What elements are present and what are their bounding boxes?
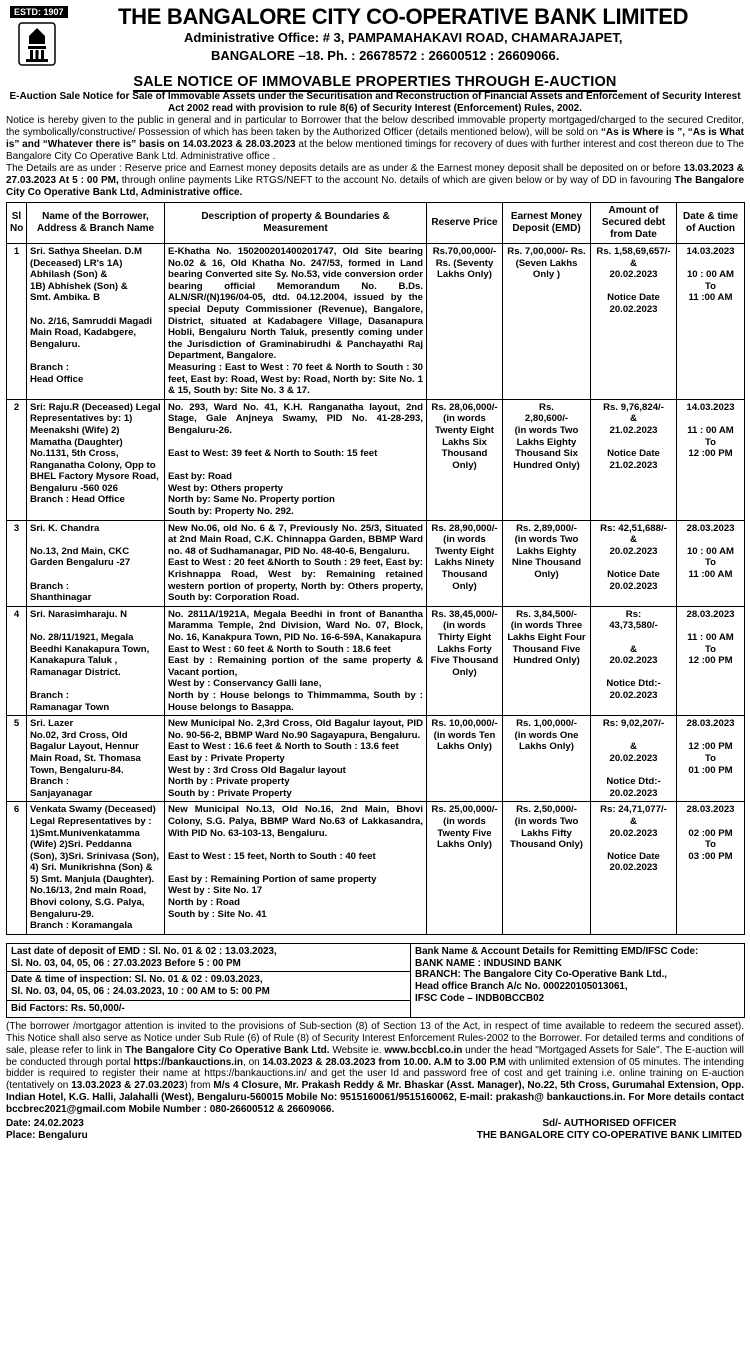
property-table xyxy=(6,202,745,935)
notice-place: Place: Bengaluru xyxy=(6,1130,88,1142)
notice-title: SALE NOTICE OF IMMOVABLE PROPERTIES THROUGH E-AUCTION xyxy=(133,74,617,90)
cell-auction: 28.03.2023 12 :00 PM To 01 :00 PM xyxy=(677,716,745,802)
column-header: Amount of Secured debt from Date xyxy=(591,203,677,244)
cell-auction: 28.03.2023 02 :00 PM To 03 :00 PM xyxy=(677,802,745,935)
cell-auction: 14.03.2023 11 : 00 AM To 12 :00 PM xyxy=(677,399,745,520)
address-line-1: Administrative Office: # 3, PAMPAMAHAKAVI ROAD, CHAMARAJAPET, xyxy=(184,30,623,45)
table-row xyxy=(7,244,745,400)
signatory-bank: THE BANGALORE CITY CO-OPERATIVE BANK LIMITED xyxy=(476,1130,742,1142)
emd-last-date: Last date of deposit of EMD : Sl. No. 01 & 02 : 13.03.2023, Sl. No. 03, 04, 05, 06 : 27.03.2023 Before 5 : 00 PM xyxy=(7,943,411,972)
address-line-2: BANGALORE –18. Ph. : 26678572 : 26600512 : 26609066. xyxy=(211,48,560,63)
cell-sl: 1 xyxy=(7,244,27,400)
cell-reserve: Rs. 10,00,000/- (in words Ten Lakhs Only) xyxy=(427,716,503,802)
cell-description: New Municipal No. 2,3rd Cross, Old Bagalur layout, PID No. 90-56-2, BBMP Ward No.90 Sagayapura, Bengaluru. East to West : 16.6 feet & North to South : 13.6 feet East by : Private Property West by : 3rd Cross Old Bagalur layout North by : Private property South by : Private Property xyxy=(165,716,427,802)
cell-borrower: Sri. Lazer No.02, 3rd Cross, Old Bagalur Layout, Hennur Main Road, St. Thomasa Town, Bengaluru-84. Branch : Sanjayanagar xyxy=(27,716,165,802)
cell-debt: Rs: 42,51,688/- & 20.02.2023 Notice Date 20.02.2023 xyxy=(591,520,677,606)
cell-emd: Rs. 2,89,000/- (in words Two Lakhs Eighty Nine Thousand Only) xyxy=(503,520,591,606)
cell-borrower: Sri: Raju.R (Deceased) Legal Representatives by: 1) Meenakshi (Wife) 2) Mamatha (Daughter) No.1131, 5th Cross, Ranganatha Colony, Opp to BHEL Factory Mysore Road, Bengaluru -560 026 Branch : Head Office xyxy=(27,399,165,520)
cell-reserve: Rs. 38,45,000/- (in words Thirty Eight Lakhs Forty Five Thousand Only) xyxy=(427,606,503,715)
emd-info-table xyxy=(6,943,745,1018)
cell-debt: Rs. 9,76,824/- & 21.02.2023 Notice Date 21.02.2023 xyxy=(591,399,677,520)
column-header: Description of property & Boundaries & Measurement xyxy=(165,203,427,244)
table-row xyxy=(7,520,745,606)
cell-sl: 4 xyxy=(7,606,27,715)
cell-description: New No.06, old No. 6 & 7, Previously No. 25/3, Situated at 2nd Main Road, C.K. Chinnappa Garden, BBMP Ward no. 48 of Sudhamanagar, PID No. 48-40-6, Bengaluru. East to West : 20 feet &North to South : 29 feet, East by: Krishnappa Road, West by: Remaining retained western portion of property, North by: Others property, South by: Corporation Road. xyxy=(165,520,427,606)
inspection-date: Date & time of inspection: Sl. No. 01 & 02 : 09.03.2023, Sl. No. 03, 04, 05, 06 : 24.03.2023, 10 : 00 AM to 5: 00 PM xyxy=(7,972,411,1001)
cell-borrower: Sri. Sathya Sheelan. D.M (Deceased) LR's 1A) Abhilash (Son) & 1B) Abhishek (Son) & Smt. Ambika. B No. 2/16, Samruddi Magadi Main Road, Kadabgere, Bengaluru. Branch : Head Office xyxy=(27,244,165,400)
bank-name: THE BANGALORE CITY CO-OPERATIVE BANK LIMITED xyxy=(118,4,689,29)
intro-paragraph-2: The Details are as under : Reserve price and Earnest money deposits details are as under & the Earnest money deposit shall be deposited on or before 13.03.2023 & 27.03.2023 At 5 : 00 PM, through online payments Like RTGS/NEFT to the account No. details of which are given below or by way of DD in favouring The Bangalore City Co Operative Bank Ltd, Administrative office. xyxy=(6,163,745,198)
table-row xyxy=(7,802,745,935)
column-header: Sl No xyxy=(7,203,27,244)
cell-auction: 14.03.2023 10 : 00 AM To 11 :00 AM xyxy=(677,244,745,400)
cell-auction: 28.03.2023 11 : 00 AM To 12 :00 PM xyxy=(677,606,745,715)
cell-reserve: Rs. 28,90,000/- (in words Twenty Eight Lakhs Ninety Thousand Only) xyxy=(427,520,503,606)
cell-sl: 2 xyxy=(7,399,27,520)
cell-description: No. 2811A/1921A, Megala Beedhi in front of Banantha Maramma Temple, 2nd Division, Ward No. 07, Block, No. 16, Kanakpura Town, PID No. 16-6-59A, Kanakapura East to West : 60 feet & North to South : 18.6 feet East by : Remaining portion of the same property & Vacant portion, West by : Conservancy Galli lane, North by : House belongs to Thimmamma, South by : House belongs to Basappa. xyxy=(165,606,427,715)
cell-reserve: Rs. 25,00,000/- (in words Twenty Five Lakhs Only) xyxy=(427,802,503,935)
signatory-title: Sd/- AUTHORISED OFFICER xyxy=(542,1118,677,1130)
cell-description: New Municipal No.13, Old No.16, 2nd Main, Bhovi Colony, S.G. Palya, BBMP Ward No.63 of Lakkasandra, With PID No. 63-103-13, Bengaluru. East to West : 15 feet, North to South : 40 feet East by : Remaining Portion of same property West by : Site No. 17 North by : Road South by : Site No. 41 xyxy=(165,802,427,935)
cell-emd: Rs. 3,84,500/- (in words Three Lakhs Eight Four Thousand Five Hundred Only) xyxy=(503,606,591,715)
notice-date: Date: 24.02.2023 xyxy=(6,1118,84,1130)
table-row xyxy=(7,716,745,802)
column-header: Reserve Price xyxy=(427,203,503,244)
cell-reserve: Rs. 28,06,000/- (in words Twenty Eight Lakhs Six Thousand Only) xyxy=(427,399,503,520)
cell-sl: 6 xyxy=(7,802,27,935)
cell-emd: Rs. 2,50,000/- (in words Two Lakhs Fifty Thousand Only) xyxy=(503,802,591,935)
cell-sl: 5 xyxy=(7,716,27,802)
cell-auction: 28.03.2023 10 : 00 AM To 11 :00 AM xyxy=(677,520,745,606)
cell-debt: Rs: 9,02,207/- & 20.02.2023 Notice Dtd:- 20.02.2023 xyxy=(591,716,677,802)
intro-paragraph-1: Notice is hereby given to the public in general and in particular to Borrower that the below described immovable property mortgaged/charged to the secured Creditor, the symbolically/constructive/ Possession of which has been taken by the Authorized Officer (details mentioned below), will be sold on “As is Where is ”, “As is What is” and “Whatever there is” basis on 14.03.2023 & 28.03.2023 at the below mentioned timings for recovery of dues with further interest and cost thereon due to The Bangalore City Co Operative Bank Ltd. Administrative office . xyxy=(6,115,745,162)
cell-sl: 3 xyxy=(7,520,27,606)
terms-paragraph: (The borrower /mortgagor attention is invited to the provisions of Sub-section (8) of Section 13 of the Act, in respect of time available to redeem the secured asset). This Notice shall also serve as Notice under Sub Rule (6) of Rule (8) of Security Interest Enforcement Rules-2002 to the Borrower. For detailed terms and conditions of sale, please refer to link in The Bangalore City Co Operative Bank Ltd. Website ie. www.bccbl.co.in under the head "Mortgaged Assets for Sale". The E-auction will be conducted through portal https://bankauctions.in, on 14.03.2023 & 28.03.2023 from 10.00. A.M to 3.00 P.M with unlimited extension of 05 minutes. The intending bidder is required to register their name at https://bankauctions.in/ and get the user Id and password free of cost and get training i.e. online training on E-auction (tentatively on 13.03.2023 & 27.03.2023) from M/s 4 Closure, Mr. Prakash Reddy & Mr. Bhaskar (Asst. Manager), No.22, 5th Cross, Gurumahal Extension, Opp. Indian Hotel, K.G. Halli, Jalahalli (West), Bengaluru-560015 Mobile No: 9515160061/9515160062, E-mail: prakash@ bankauctions.in. For More details contact bccbrec2021@gmail.com Mobile Number : 080-26600512 & 26609066. xyxy=(6,1020,744,1116)
cell-emd: Rs. 1,00,000/- (in words One Lakhs Only) xyxy=(503,716,591,802)
bid-factors: Bid Factors: Rs. 50,000/- xyxy=(7,1001,411,1018)
notice-subtitle: E-Auction Sale Notice for Sale of Immovable Assets under the Securitisation and Reconstruction of Financial Assets and Enforcement of Security Interest Act 2002 read with provision to rule 8(6) of Security Interest (Enforcement) Rules, 2002. xyxy=(9,91,741,114)
cell-borrower: Venkata Swamy (Deceased) Legal Representatives by : 1)Smt.Munivenkatamma (Wife) 2)Sri. Peddanna (Son), 3)Sri. Srinivasa (Son), 4) Sri. Munikrishna (Son) & 5) Smt. Manjula (Daughter). No.16/13, 2nd main Road, Bhovi colony, S.G. Palya, Bengaluru-29. Branch : Koramangala xyxy=(27,802,165,935)
cell-borrower: Sri. Narasimharaju. N No. 28/11/1921, Megala Beedhi Kanakapura Town, Kanakapura Taluk , Ramanagar District. Branch : Ramanagar Town xyxy=(27,606,165,715)
table-row xyxy=(7,606,745,715)
signature-block xyxy=(6,1118,744,1146)
column-header: Earnest Money Deposit (EMD) xyxy=(503,203,591,244)
column-header: Name of the Borrower, Address & Branch Name xyxy=(27,203,165,244)
cell-reserve: Rs.70,00,000/- Rs. (Seventy Lakhs Only) xyxy=(427,244,503,400)
table-row xyxy=(7,399,745,520)
cell-emd: Rs. 2,80,600/- (in words Two Lakhs Eighty Thousand Six Hundred Only) xyxy=(503,399,591,520)
cell-emd: Rs. 7,00,000/- Rs. (Seven Lakhs Only ) xyxy=(503,244,591,400)
table-header-row xyxy=(7,203,745,244)
estd-badge: ESTD: 1907 xyxy=(10,6,68,18)
column-header: Date & time of Auction xyxy=(677,203,745,244)
cell-description: E-Khatha No. 150200201400201747, Old Site bearing No.02 & 16, Old Khatha No. 247/53, formed in Land bearing Converted site Sy. No.53, vide conversion order bearing official Memorandum No. B.Ds. ALN/SR/(N)196/04-05, dtd. 04.12.2004, issued by the special Deputy Commissioner (Revenue), Bangalore, District, situated at Kadabagere Village, Dasanapura Hobli, Bengaluru North Taluk, presently coming under the Jurisdiction of Graminabirudhi & Panchayathi Raj Department, Bangalore. Measuring : East to West : 70 feet & North to South : 30 feet, East by: Road, West by: Road, North by: Site No. 1 & 15, South by: Site No. 3 & 17. xyxy=(165,244,427,400)
cell-description: No. 293, Ward No. 41, K.H. Ranganatha layout, 2nd Stage, Gale Anjneya Swamy, PID No. 41-28-293, Bengaluru-26. East to West: 39 feet & North to South: 15 feet East by: Road West by: Others property North by: Same No. Property portion South by: Property No. 292. xyxy=(165,399,427,520)
cell-debt: Rs: 24,71,077/- & 20.02.2023 Notice Date 20.02.2023 xyxy=(591,802,677,935)
bank-logo-icon xyxy=(18,22,56,66)
cell-debt: Rs: 43,73,580/- & 20.02.2023 Notice Dtd:- 20.02.2023 xyxy=(591,606,677,715)
bank-account-details: Bank Name & Account Details for Remitting EMD/IFSC Code: BANK NAME : INDUSIND BANK BRANCH: The Bangalore City Co-Operative Bank Ltd., Head office Branch A/c No. 000220105013061, IFSC Code – INDB0BCCB02 xyxy=(411,943,745,1017)
cell-debt: Rs. 1,58,69,657/- & 20.02.2023 Notice Date 20.02.2023 xyxy=(591,244,677,400)
cell-borrower: Sri. K. Chandra No.13, 2nd Main, CKC Garden Bengaluru -27 Branch : Shanthinagar xyxy=(27,520,165,606)
letterhead xyxy=(6,4,744,70)
